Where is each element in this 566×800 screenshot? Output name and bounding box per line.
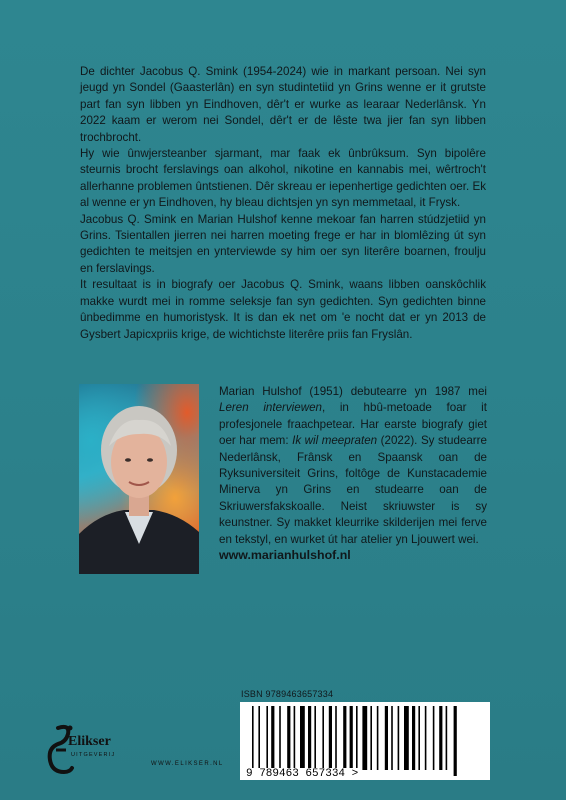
publisher-subtitle: UITGEVERIJ — [71, 752, 116, 758]
barcode-bar — [404, 706, 409, 770]
author-bio — [219, 384, 487, 548]
book-blurb — [80, 64, 486, 343]
author-bio-text-3: (2022). Sy studearre Nederlânsk, Frânsk en Spaansk oan de Ryksuniversiteit Grins, foltôge de Kunstacademie Minerva yn Grins en studearre oan de Skriuwersfakskoalle. Neist skriuwster is sy keunstner. Sy makket kleurrike skilderijen mei ferve en tekstyl, en wurket út har atelier yn Ljouwert wei. — [219, 434, 487, 546]
author-bio-text-1: Marian Hulshof (1951) debutearre yn 1987 mei — [219, 385, 487, 398]
barcode-bar — [433, 706, 435, 770]
barcode-bar — [279, 706, 281, 770]
author-bio-text-2: , in hbû-metoade foar it profesjonele fraachpetear. Har earste biografy giet oer har mem: — [219, 401, 487, 448]
barcode-bar — [329, 706, 332, 770]
barcode — [240, 702, 490, 780]
author-photo — [79, 384, 199, 574]
barcode-bar — [439, 706, 442, 770]
barcode-bar — [412, 706, 415, 770]
blurb-paragraph-2: Hy wie ûnwjersteanber sjarmant, mar faak ek ûnbrûksum. Syn bipolêre steurnis brocht ferslavings oan alkohol, nikotine en kannabis mei, wêrtroch't allerhanne problemen ûntstienen. Dêr skreau er iepenhertige gedichten oer. Ek al wenne er yn Eindhoven, hy bleau dichtsjen yn syn memmetaal, it Frysk. — [80, 147, 486, 210]
publisher-logo — [40, 722, 140, 778]
barcode-bar — [418, 706, 420, 770]
barcode-bar — [362, 706, 367, 770]
barcode-bar — [266, 706, 268, 770]
author-website-link[interactable]: www.marianhulshof.nl — [219, 548, 351, 562]
barcode-bar — [454, 706, 457, 776]
barcode-bar — [271, 706, 274, 770]
publisher-website[interactable]: WWW.ELIKSER.NL — [151, 761, 224, 767]
barcode-bar — [308, 706, 311, 770]
barcode-bar — [377, 706, 379, 770]
barcode-bar — [370, 706, 372, 770]
barcode-bar — [287, 706, 290, 770]
publisher-name: Elikser — [68, 734, 111, 749]
barcode-bar — [425, 706, 427, 770]
book-title-2: Ik wil meepraten — [292, 434, 378, 448]
barcode-bar — [446, 706, 448, 770]
barcode-bar — [252, 706, 254, 776]
barcode-bar — [398, 706, 400, 770]
barcode-bar — [258, 706, 260, 776]
isbn-label: ISBN 9789463657334 — [241, 689, 334, 699]
book-title-1: Leren interviewen — [219, 401, 322, 415]
barcode-bar — [322, 706, 324, 770]
barcode-bar — [391, 706, 393, 770]
barcode-bar — [314, 706, 316, 770]
barcode-number: 9 789463 657334 > — [246, 768, 359, 780]
blurb-paragraph-1: De dichter Jacobus Q. Smink (1954-2024) wie in markant persoan. Nei syn jeugd yn Sondel (Gaasterlân) en syn studintetiid yn Grins wenne er it grutste part fan syn libben yn Eindhoven, dêr't er wurke as learaar Nederlânsk. Yn 2022 kaam er werom nei Sondel, dêr't er de lêste twa jier fan syn libben trochbrocht. — [80, 65, 486, 144]
barcode-bar — [300, 706, 305, 770]
barcode-bar — [335, 706, 337, 770]
barcode-bar — [356, 706, 358, 776]
blurb-paragraph-3: Jacobus Q. Smink en Marian Hulshof kenne mekoar fan harren stúdzjetiid yn Grins. Tsientallen jierren nei harren moeting frege er har in blomlêzing út syn gedichten te meitsjen en ynterviewde sy him oer syn literêre boarnen, froulju en ferslavings. — [80, 212, 486, 275]
barcode-bar — [343, 706, 346, 770]
barcode-bar — [294, 706, 296, 770]
publisher-logo-icon — [40, 722, 140, 778]
blurb-paragraph-4: It resultaat is in biografy oer Jacobus Q. Smink, waans libben oanskôchlik makke wurdt mei in romme seleksje fan syn gedichten. Syn gedichten binne ûnbedimme en humoristysk. It is dan ek net om 'e nocht dat er yn 2013 de Gysbert Japicxpriis krige, de wichtichste literêre priis fan Fryslân. — [80, 278, 486, 341]
barcode-bar — [350, 706, 353, 770]
barcode-bar — [385, 706, 388, 770]
